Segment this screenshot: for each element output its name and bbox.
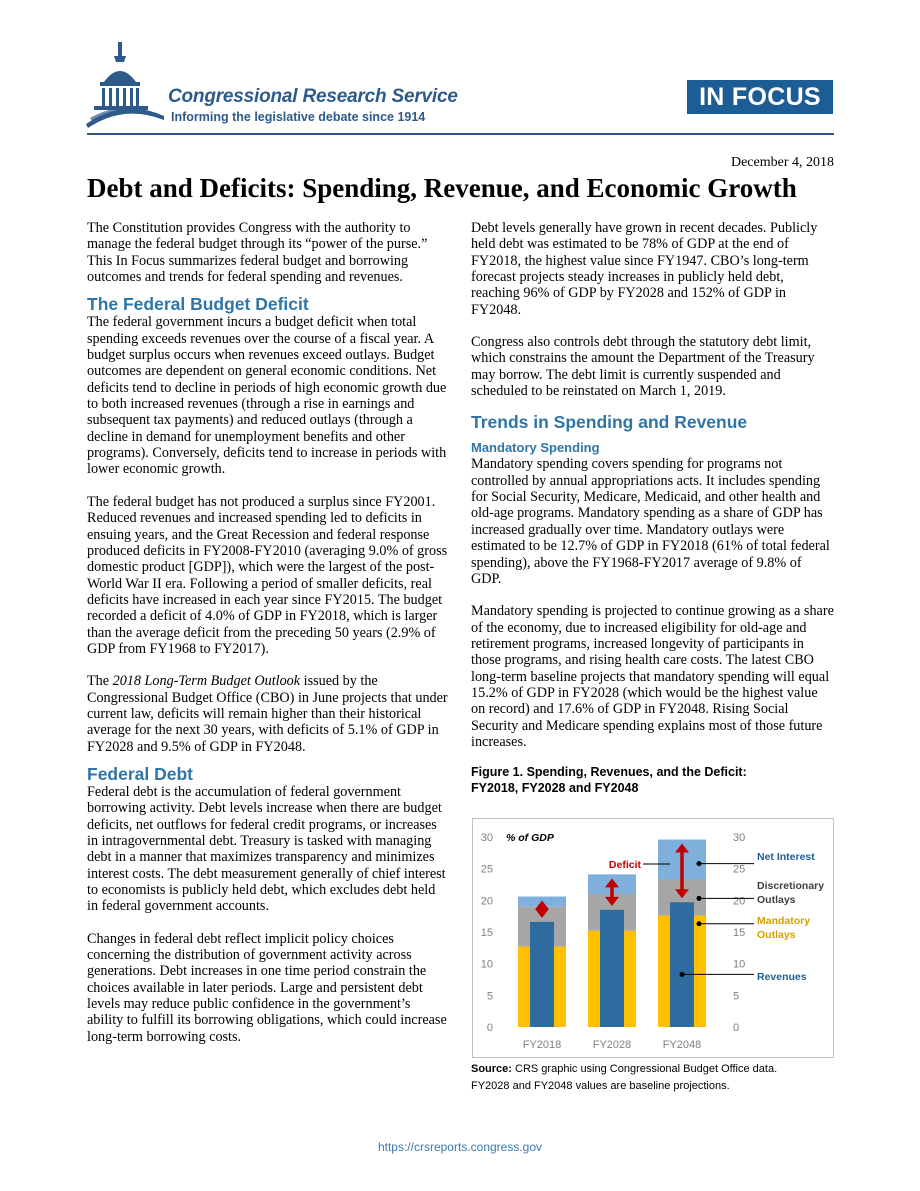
x-tick-FY2048: FY2048 [662, 1039, 702, 1051]
intro-paragraph: The Constitution provides Congress with the authority to manage the federal budget through its “power of the purse.” This In Focus summarizes federal budget and borrowing outcomes and trends for federal spending and revenues. [87, 220, 428, 286]
deficit-paragraph-3: The 2018 Long-Term Budget Outlook issued by the Congressional Budget Office (CBO) in June projects that under current law, deficits will remain higher than their historical average for the next 30 years, with deficits of 5.1% of GDP in FY2028 and 9.5% of GDP in FY2048. [87, 673, 448, 755]
y-tick-right-30: 30 [733, 832, 746, 844]
legend-label-discretionary-1: Outlays [757, 894, 796, 906]
bar-revenues-FY2028 [600, 910, 624, 1027]
federal-debt-heading: Federal Debt [87, 763, 193, 784]
mandatory-paragraph-2: Mandatory spending is projected to continue growing as a share of the economy, due to increased eligibility for old-age and retirement programs, increased longevity of participants in those programs, and rising health care costs. The latest CBO long-term baseline projects that mandatory spending will equal 15.2% of GDP in FY2028 (which would be the highest value on record) and 17.6% of GDP in FY2048. Rising Social Security and Medicare spending explains most of those future increases. [471, 603, 834, 750]
org-name: Congressional Research Service [168, 86, 458, 107]
capitol-dome-logo [84, 38, 166, 130]
deficit-heading: The Federal Budget Deficit [87, 294, 309, 315]
footer-link[interactable]: https://crsreports.congress.gov [377, 1140, 543, 1154]
y-tick-left-10: 10 [480, 958, 493, 971]
debt-paragraph-4: Congress also controls debt through the statutory debt limit, which constrains the amount the Department of the Treasury may borrow. The debt limit is currently suspended and scheduled to be reinstated on March 1, 2019. [471, 334, 815, 400]
y-tick-right-25: 25 [733, 863, 746, 876]
deficit-label: Deficit [608, 859, 641, 871]
deficit-paragraph-2: The federal budget has not produced a surplus since FY2001. Reduced revenues and increased spending led to deficits in ensuing years, and the Great Recession and federal response produced deficits in FY2008-FY2010 (averaging 9.0% of gross domestic product [GDP]), which were the largest of the post-World War II era. Following a period of smaller deficits, real deficits have increased in each year since FY2015. The budget recorded a deficit of 4.0% of GDP in FY2018, which is larger than the average deficit from the preceding 50 years (2.9% of GDP from FY1968 to FY2017). [87, 493, 448, 657]
trends-heading: Trends in Spending and Revenue [471, 412, 748, 433]
publication-date: December 4, 2018 [730, 155, 834, 170]
chart-svg [473, 819, 833, 1057]
bar-revenues-FY2018 [530, 922, 554, 1027]
y-tick-right-15: 15 [733, 927, 746, 939]
chart-title: % of GDP [506, 832, 554, 844]
x-tick-FY2028: FY2028 [592, 1039, 632, 1051]
figure-caption: Figure 1. Spending, Revenues, and the Deficit: FY2018, FY2028 and FY2048 [471, 765, 747, 796]
legend-label-discretionary-0: Discretionary [757, 880, 825, 892]
y-tick-left-0: 0 [486, 1022, 493, 1034]
left-column [87, 220, 449, 1045]
page-title: Debt and Deficits: Spending, Revenue, and Economic Growth [87, 173, 797, 203]
legend-label-net_interest-0: Net Interest [757, 851, 815, 863]
y-tick-left-20: 20 [480, 895, 493, 908]
x-tick-FY2018: FY2018 [522, 1039, 562, 1051]
figure-source: Source: CRS graphic using Congressional Budget Office data. FY2028 and FY2048 values are baseline projections. [471, 1063, 778, 1092]
outlook-title: 2018 Long-Term Budget Outlook [112, 673, 301, 690]
header-divider [87, 133, 834, 135]
debt-paragraph-2: Changes in federal debt reflect implicit policy choices concerning the distribution of government activity across generations. Debt increases in one time period constrain the choices available in later periods. Large and persistent debt levels may reduce public confidence in the government’s ability to fulfill its borrowing obligations, which could increase long-term borrowing costs. [87, 930, 447, 1045]
source-label: Source: [471, 1063, 512, 1075]
bar-revenues-FY2048 [670, 902, 694, 1027]
org-tagline: Informing the legislative debate since 1914 [171, 110, 426, 124]
y-tick-right-10: 10 [733, 958, 746, 971]
in-focus-badge: IN FOCUS [687, 80, 833, 114]
y-tick-left-30: 30 [480, 832, 493, 844]
debt-paragraph-1: Federal debt is the accumulation of federal government borrowing activity. Debt levels increase when there are budget deficits, net outflows for federal credit programs, or increases in intragovernmental debt. Treasury is tasked with managing debt in a manner that maximizes transparency and minimizes interest costs. The debt measurement generally of chief interest to economists is publicly held debt, which excludes debt held in federal government accounts. [87, 783, 446, 915]
y-tick-right-0: 0 [733, 1022, 740, 1034]
y-tick-right-5: 5 [733, 990, 740, 1003]
legend-label-revenues-0: Revenues [757, 971, 807, 983]
y-tick-right-20: 20 [733, 895, 746, 908]
deficit-paragraph-1: The federal government incurs a budget deficit when total spending exceeds revenues over the course of a fiscal year. A budget surplus occurs when revenues exceed outlays. Budget outcomes are dependent on general economic conditions. Net deficits tend to decline in periods of high economic growth due to both increased revenues (through a rise in earnings and subsequent tax payments) and reduced outlays (through a decline in demand for unemployment benefits and other programs). Conversely, deficits tend to increase in periods with lower economic growth. [87, 314, 447, 478]
mandatory-paragraph-1: Mandatory spending covers spending for programs not controlled by annual appropriations acts. It includes spending for Social Security, Medicare, Medicaid, and other health and old-age programs. Mandatory spending as a share of GDP has increased gradually over time. Mandatory outlays were estimated to be 12.7% of GDP in FY2018 (61% of total federal spending), above the FY1968-FY2017 average of 9.8% of GDP. [471, 456, 830, 587]
mandatory-spending-heading: Mandatory Spending [471, 440, 600, 456]
right-column [471, 220, 835, 796]
y-tick-left-15: 15 [480, 927, 493, 939]
debt-paragraph-3: Debt levels generally have grown in recent decades. Publicly held debt was estimated to be 78% of GDP at the end of FY2018, the highest value since FY1947. CBO’s long-term forecast projects steady increases in publicly held debt, reaching 96% of GDP by FY2028 and 152% of GDP in FY2048. [471, 220, 818, 318]
y-tick-left-25: 25 [480, 863, 493, 876]
legend-label-mandatory-0: Mandatory [757, 915, 811, 927]
y-tick-left-5: 5 [486, 990, 493, 1003]
legend-label-mandatory-1: Outlays [757, 929, 796, 941]
spending-revenue-chart [472, 818, 834, 1058]
